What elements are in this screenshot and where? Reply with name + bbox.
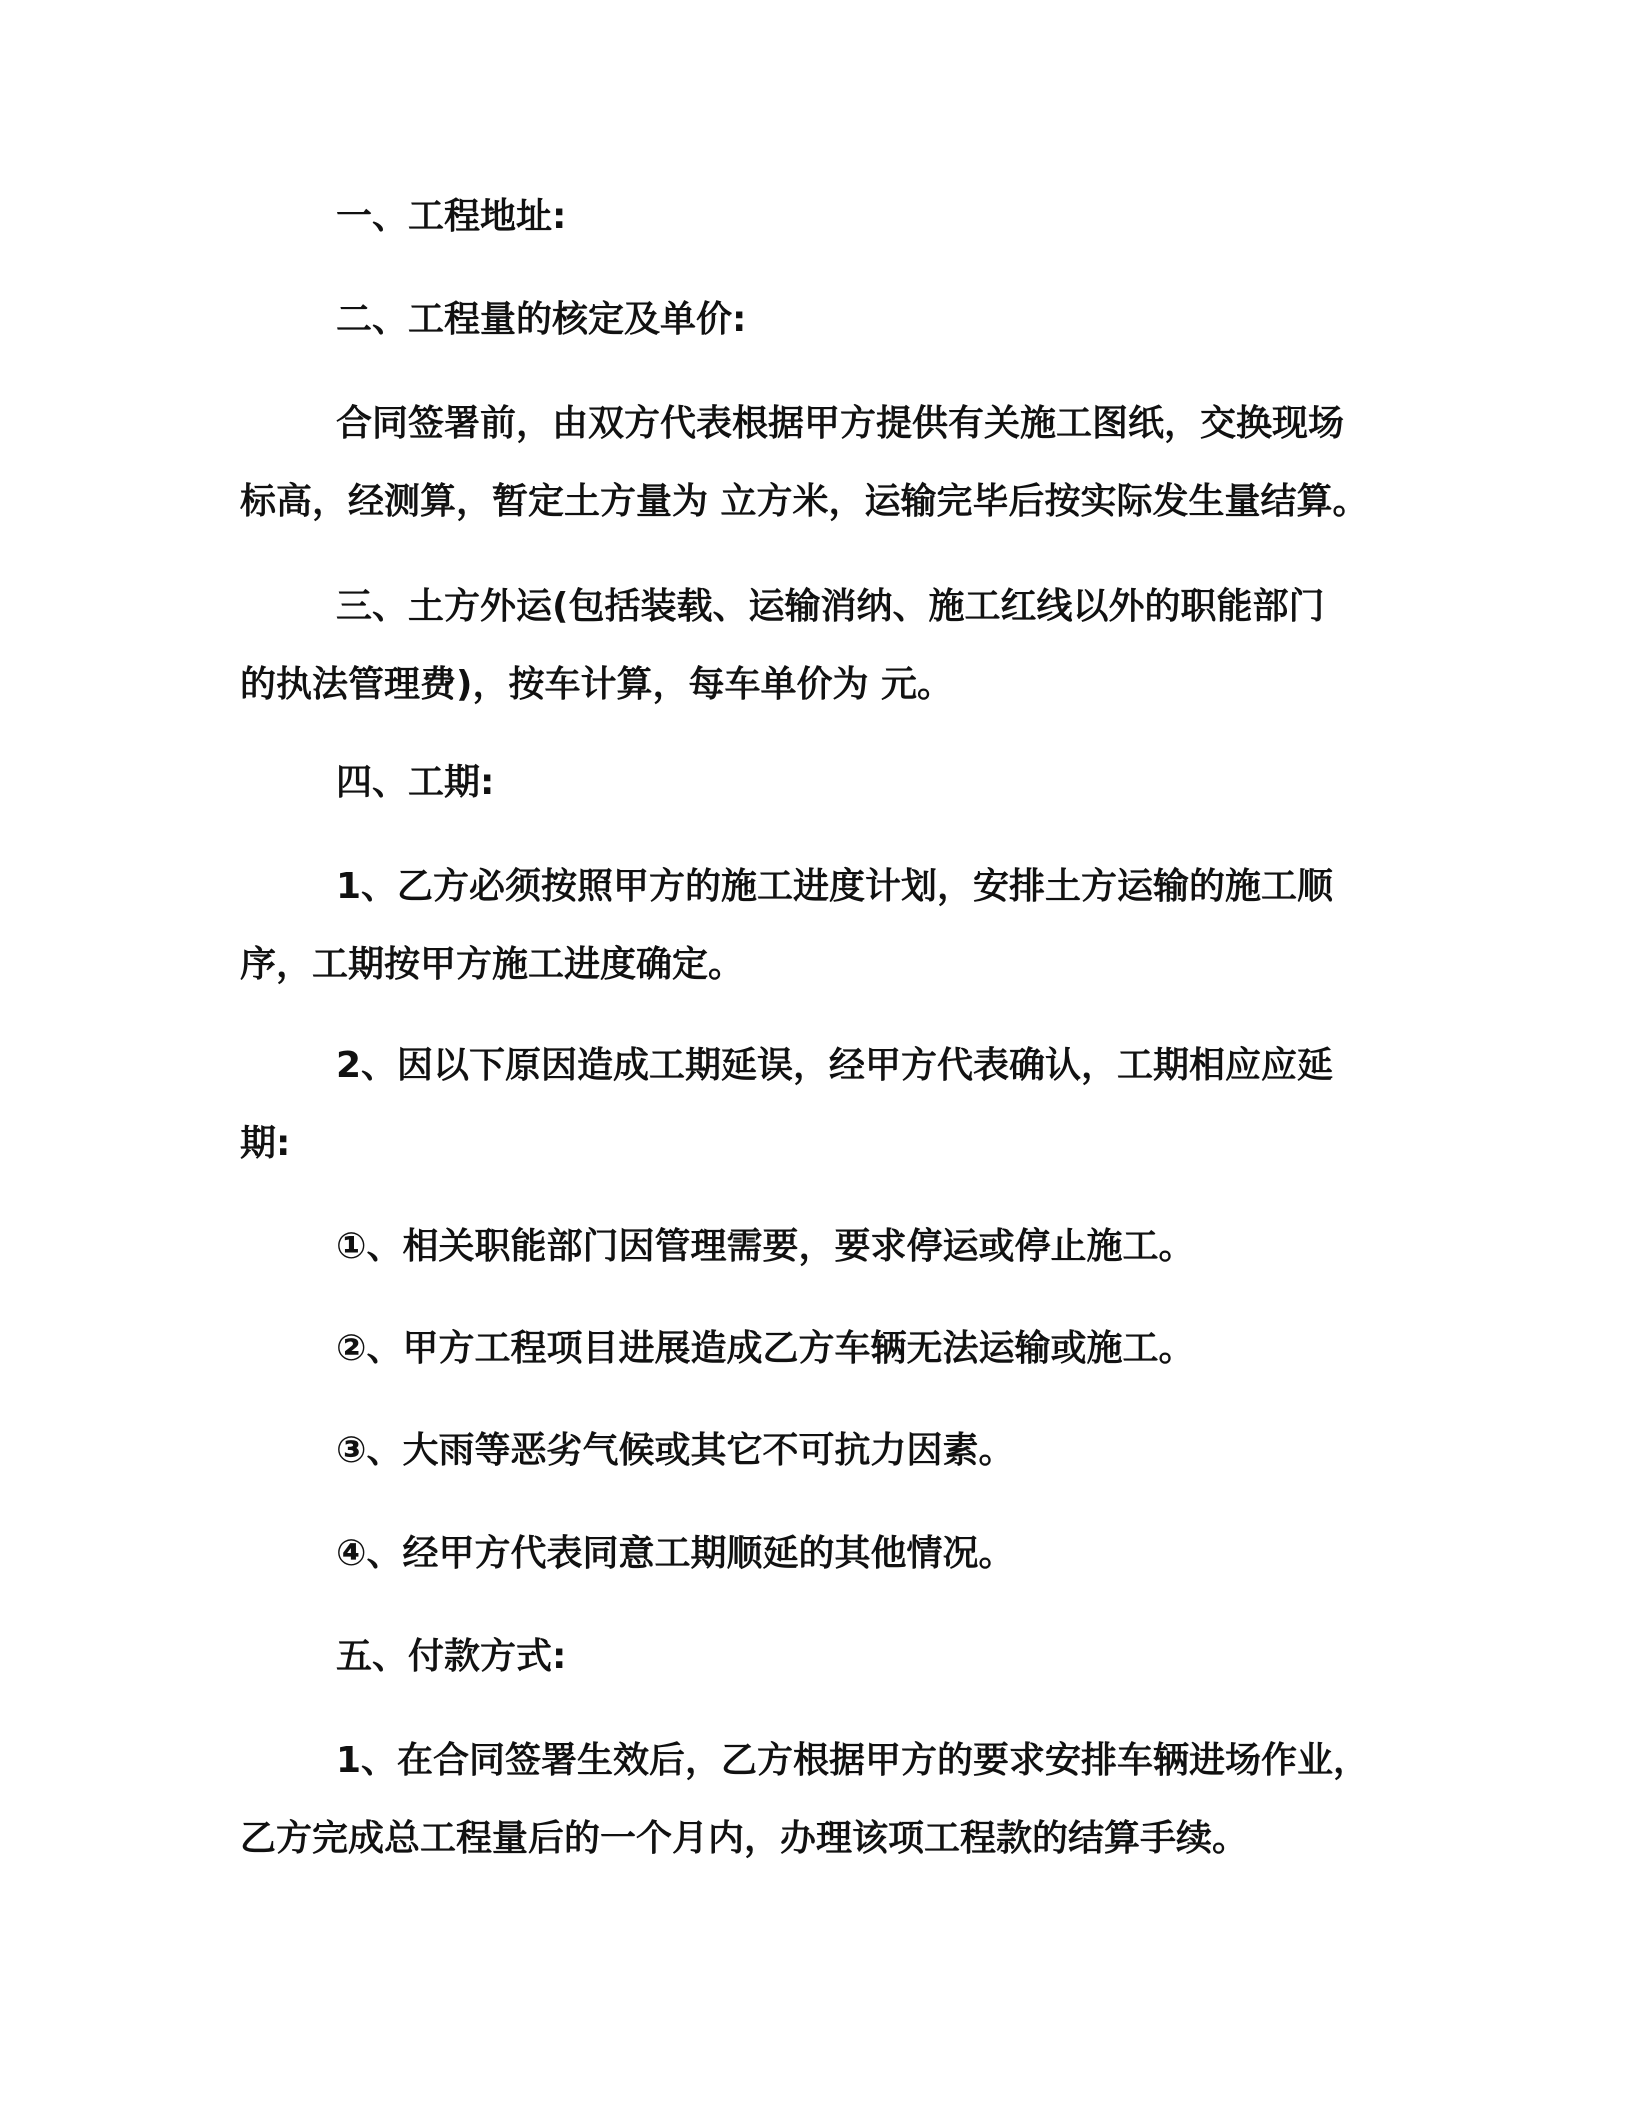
paragraph-line: 序，工期按甲方施工进度确定。 <box>240 944 745 985</box>
paragraph-line: ③、大雨等恶劣气候或其它不可抗力因素。 <box>336 1430 1015 1471</box>
paragraph-line: 乙方完成总工程量后的一个月内，办理该项工程款的结算手续。 <box>240 1818 1249 1859</box>
section-4-heading <box>240 744 1400 822</box>
paragraph-line: 2、因以下原因造成工期延误，经甲方代表确认，工期相应应延 <box>336 1045 1334 1086</box>
sub-item-4 <box>240 1515 1400 1593</box>
paragraph-line: 五、付款方式: <box>336 1636 567 1677</box>
paragraph-line: 标高，经测算，暂定土方量为 立方米，运输完毕后按实际发生量结算。 <box>240 481 1369 522</box>
section-4-item-1 <box>240 848 1400 1004</box>
paragraph-line: ②、甲方工程项目进展造成乙方车辆无法运输或施工。 <box>336 1328 1195 1369</box>
paragraph-line: 1、乙方必须按照甲方的施工进度计划，安排土方运输的施工顺 <box>336 866 1334 907</box>
section-4-item-2 <box>240 1027 1400 1183</box>
section-5-heading <box>240 1618 1400 1696</box>
sub-item-2 <box>240 1310 1400 1388</box>
sub-item-3 <box>240 1412 1400 1490</box>
paragraph-line: ④、经甲方代表同意工期顺延的其他情况。 <box>336 1533 1015 1574</box>
section-2-paragraph <box>240 385 1400 541</box>
paragraph-line: ①、相关职能部门因管理需要，要求停运或停止施工。 <box>336 1226 1195 1267</box>
section-5-item-1 <box>240 1722 1400 1878</box>
paragraph-line: 合同签署前，由双方代表根据甲方提供有关施工图纸，交换现场 <box>336 403 1345 444</box>
sub-item-1 <box>240 1208 1400 1286</box>
paragraph-line: 三、土方外运(包括装载、运输消纳、施工红线以外的职能部门 <box>336 586 1325 627</box>
paragraph-line: 期: <box>240 1123 291 1164</box>
section-1-heading <box>240 178 1400 256</box>
paragraph-line: 二、工程量的核定及单价: <box>336 299 747 340</box>
section-3-paragraph <box>240 568 1400 724</box>
paragraph-line: 1、在合同签署生效后，乙方根据甲方的要求安排车辆进场作业， <box>336 1740 1370 1781</box>
section-2-heading <box>240 281 1400 359</box>
paragraph-line: 的执法管理费)，按车计算，每车单价为 元。 <box>240 664 953 705</box>
paragraph-line: 四、工期: <box>336 762 495 803</box>
paragraph-line: 一、工程地址: <box>336 196 567 237</box>
